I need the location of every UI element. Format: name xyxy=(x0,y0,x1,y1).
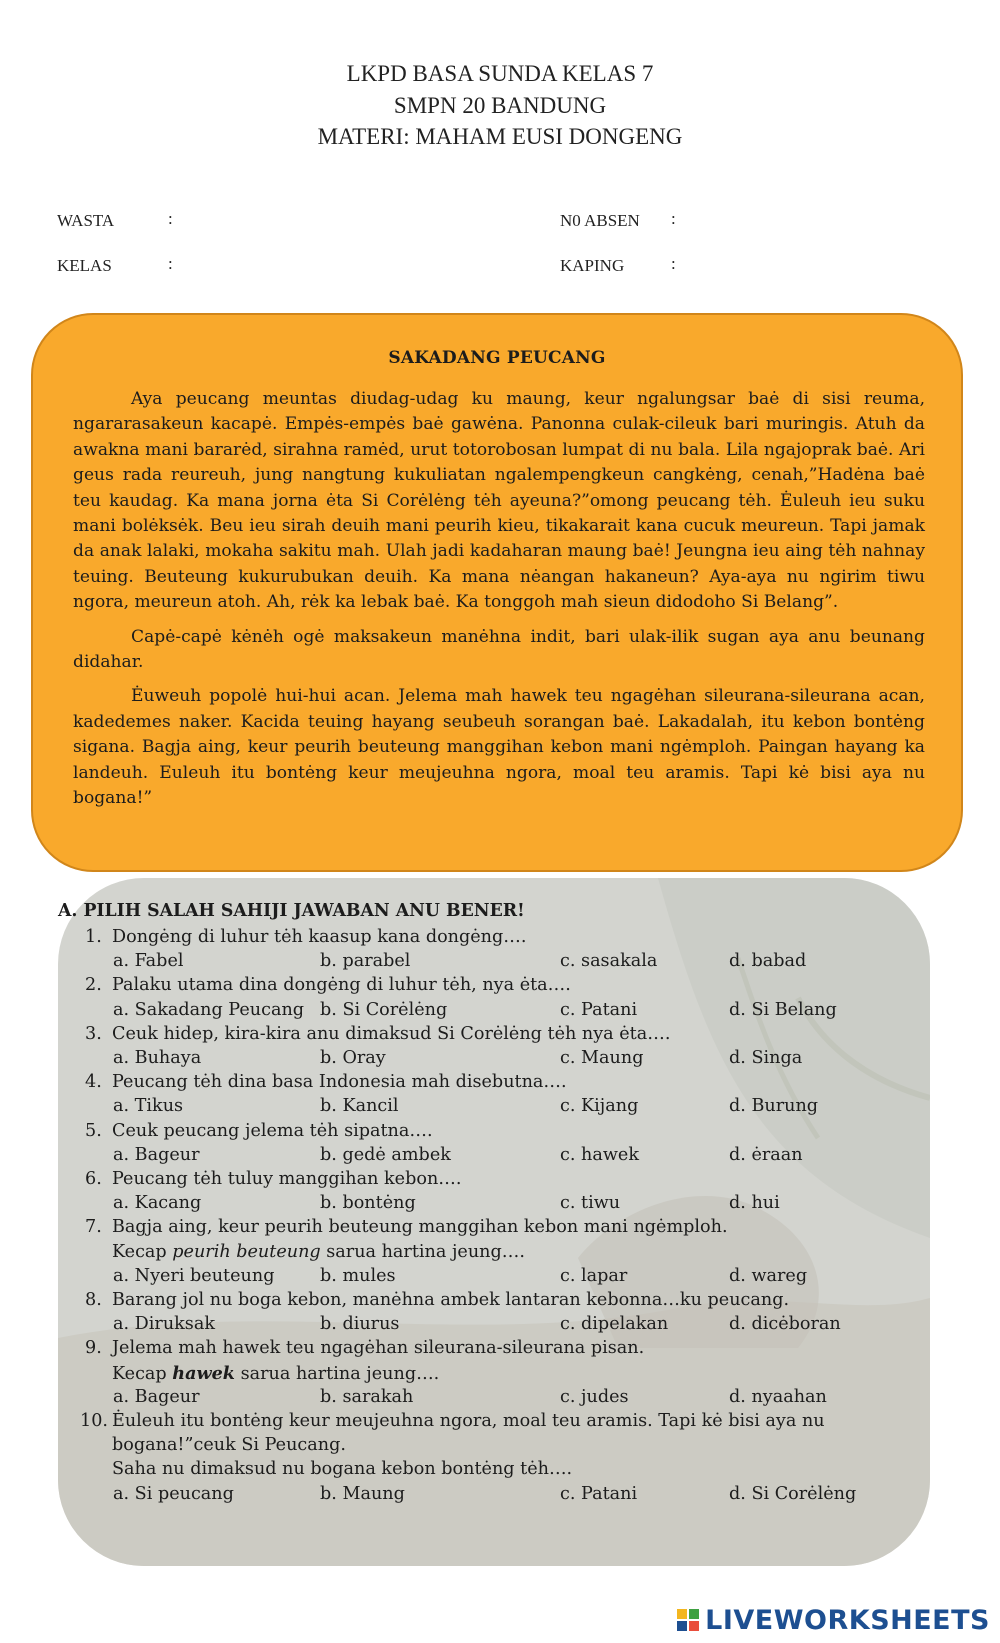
options-row xyxy=(0,1312,1000,1337)
question-line xyxy=(0,1022,1000,1047)
option-a: a. Tikus xyxy=(113,1096,184,1117)
option-c: c. judes xyxy=(560,1386,629,1407)
header-school: SMPN 20 BANDUNG xyxy=(393,92,607,118)
question-text: Dongėng di luhur tėh kaasup kana dongėng…. xyxy=(112,927,527,947)
option-a: a. Buhaya xyxy=(113,1048,202,1068)
question-number: 9. xyxy=(85,1338,102,1359)
option-d: d. nyaahan xyxy=(729,1386,827,1407)
question-text: bogana!”ceuk Si Peucang. xyxy=(112,1435,346,1456)
options-row xyxy=(0,998,1000,1023)
options-row xyxy=(0,1482,1000,1507)
field-no-absen-label: N0 ABSEN xyxy=(560,211,640,230)
question-text: Palaku utama dina dongėng di luhur tėh, nya ėta…. xyxy=(112,975,571,996)
option-c: c. hawek xyxy=(560,1144,639,1165)
option-d: d. Si Corėlėng xyxy=(729,1483,857,1504)
keyword-prompt: Kecap peurih beuteung sarua hartina jeung…. xyxy=(112,1241,525,1262)
story-paragraph: Aya peucang meuntas diudag-udag ku maung, keur ngalungsar baė di sisi reuma, ngararasakeun kacapė. Empės-empės baė gawėna. Panonna culak-cileuk bari muringis. Atuh da awakna mani bararėd, sirahna ramėd, urut totorobosan lumpat di nu bala. Lila ngajoprak baė. Ari geus rada reureuh, jung nangtung kukuliatan ngalempengkeun cangkėng, cenah,”Hadėna baė teu kaudag. Ka mana jorna ėta Si Corėlėng tėh ayeuna?”omong peucang tėh. Ėuleuh ieu suku mani bolėksėk. Beu ieu sirah deuih mani peurih kieu, tikakarait kana cucuk meureun. Tapi jamak da anak lalaki, mokaha sakitu mah. Ulah jadi kadaharan maung baė! Jeungna ieu aing tėh nahnay teuing. Beuteung kukurubukan deuih. Ka mana nėangan hakaneun? Aya-aya nu ngirim tiwu ngora, meureun atoh. Ah, rėk ka lebak baė. Ka tonggoh mah sieun didodoho Si Belang”. xyxy=(73,389,925,613)
question-text: Jelema mah hawek teu ngagėhan sileurana-sileurana pisan. xyxy=(112,1338,645,1359)
option-d: d. wareg xyxy=(729,1265,808,1286)
question-number: 2. xyxy=(85,975,102,996)
option-a: a. Nyeri beuteung xyxy=(113,1265,275,1286)
question-number: 6. xyxy=(85,1169,102,1189)
header-subject: MATERI: MAHAM EUSI DONGENG xyxy=(317,124,683,149)
option-b: b. gedė ambek xyxy=(320,1144,451,1165)
header-title: LKPD BASA SUNDA KELAS 7 xyxy=(346,61,654,86)
options-row xyxy=(0,1264,1000,1289)
question-line xyxy=(0,1457,1000,1482)
question-line xyxy=(0,1215,1000,1240)
option-a: a. Si peucang xyxy=(113,1483,234,1504)
option-a: a. Bageur xyxy=(113,1144,200,1165)
question-text: Ceuk hidep, kira-kira anu dimaksud Si Corėlėng tėh nya ėta…. xyxy=(112,1023,671,1044)
option-c: c. dipelakan xyxy=(560,1314,669,1335)
option-d: d. dicėboran xyxy=(729,1314,841,1335)
story-paragraph: Ėuweuh popolė hui-hui acan. Jelema mah hawek teu ngagėhan sileurana-sileurana acan, kadedemes naker. Kacida teuing hayang seubeuh sorangan baė. Lakadalah, itu kebon bontėng sigana. Bagja aing, keur peurih beuteung manggihan kebon mani ngėmploh. Paingan hayang ka landeuh. Euleuh itu bontėng keur meujeuhna ngora, moal teu aramis. Tapi kė bisi aya nu bogana!” xyxy=(73,686,925,809)
question-text: Peucang tėh dina basa Indonesia mah disebutna…. xyxy=(112,1072,567,1093)
question-number: 4. xyxy=(85,1072,102,1093)
options-row xyxy=(0,1385,1000,1410)
options-row xyxy=(0,1046,1000,1071)
option-b: b. mules xyxy=(320,1265,396,1286)
grid-icon xyxy=(677,1609,701,1633)
story-box xyxy=(31,313,963,872)
options-row xyxy=(0,1191,1000,1216)
keyword-prompt: Kecap hawek sarua hartina jeung…. xyxy=(112,1362,440,1384)
field-kelas-label: KELAS xyxy=(57,256,112,275)
option-d: d. babad xyxy=(729,951,807,972)
story-body xyxy=(73,387,925,821)
option-d: d. Burung xyxy=(729,1096,819,1117)
field-kaping-colon: : xyxy=(671,254,676,273)
option-c: c. Patani xyxy=(560,999,638,1020)
question-text: Bagja aing, keur peurih beuteung manggihan kebon mani ngėmploh. xyxy=(112,1217,728,1238)
option-b: b. Oray xyxy=(320,1048,386,1068)
keyword-highlight: peurih beuteung xyxy=(172,1241,321,1262)
question-line xyxy=(0,1119,1000,1144)
option-b: b. bontėng xyxy=(320,1193,416,1214)
question-line xyxy=(0,1409,1000,1434)
question-number: 5. xyxy=(85,1120,102,1141)
question-line xyxy=(0,1288,1000,1313)
question-number: 1. xyxy=(85,927,102,947)
option-b: b. Si Corėlėng xyxy=(320,999,448,1020)
question-line xyxy=(0,973,1000,998)
option-c: c. tiwu xyxy=(560,1193,621,1214)
brand-text: LIVEWORKSHEETS xyxy=(705,1605,990,1636)
question-line xyxy=(0,1070,1000,1095)
question-line xyxy=(0,1361,1000,1386)
field-no-absen-colon: : xyxy=(671,209,676,228)
quiz-heading: A. PILIH SALAH SAHIJI JAWABAN ANU BENER! xyxy=(58,901,525,921)
question-line xyxy=(0,1167,1000,1192)
option-b: b. Maung xyxy=(320,1483,405,1504)
question-text: Saha nu dimaksud nu bogana kebon bontėng tėh…. xyxy=(112,1459,573,1480)
question-text: Peucang tėh tuluy manggihan kebon…. xyxy=(112,1169,462,1189)
option-b: b. Kancil xyxy=(320,1096,399,1117)
question-text: Ceuk peucang jelema tėh sipatna…. xyxy=(112,1120,433,1141)
option-c: c. Maung xyxy=(560,1048,644,1068)
options-row xyxy=(0,1143,1000,1168)
question-text: Barang jol nu boga kebon, manėhna ambek lantaran kebonna…ku peucang. xyxy=(112,1290,790,1310)
question-number: 7. xyxy=(85,1217,102,1238)
question-number: 10. xyxy=(80,1411,108,1431)
option-a: a. Fabel xyxy=(113,951,184,972)
question-text: Ėuleuh itu bontėng keur meujeuhna ngora, moal teu aramis. Tapi kė bisi aya nu xyxy=(112,1411,825,1431)
option-c: c. sasakala xyxy=(560,951,658,972)
brand-logo xyxy=(677,1605,990,1636)
option-b: b. diurus xyxy=(320,1314,400,1335)
option-a: a. Sakadang Peucang xyxy=(113,999,305,1020)
question-line xyxy=(0,1433,1000,1458)
option-b: b. parabel xyxy=(320,951,411,972)
question-number: 3. xyxy=(85,1023,102,1044)
option-a: a. Kacang xyxy=(113,1193,202,1214)
keyword-highlight: hawek xyxy=(172,1362,236,1384)
option-b: b. sarakah xyxy=(320,1386,414,1407)
option-a: a. Diruksak xyxy=(113,1314,215,1335)
field-wasta-label: WASTA xyxy=(57,211,115,230)
option-d: d. ėraan xyxy=(729,1144,803,1165)
worksheet-header xyxy=(0,58,1000,153)
question-line xyxy=(0,1336,1000,1361)
question-line xyxy=(0,925,1000,950)
option-c: c. Patani xyxy=(560,1483,638,1504)
options-row xyxy=(0,949,1000,974)
field-kelas-colon: : xyxy=(168,254,173,273)
option-c: c. Kijang xyxy=(560,1096,639,1117)
field-wasta-colon: : xyxy=(168,209,173,228)
option-a: a. Bageur xyxy=(113,1386,200,1407)
option-d: d. Singa xyxy=(729,1048,803,1068)
option-d: d. hui xyxy=(729,1193,780,1214)
field-kaping-label: KAPING xyxy=(560,256,625,275)
option-d: d. Si Belang xyxy=(729,999,837,1020)
question-line xyxy=(0,1240,1000,1265)
story-paragraph: Capė-capė kėnėh ogė maksakeun manėhna indit, bari ulak-ilik sugan aya anu beunang didahar. xyxy=(73,626,925,673)
option-c: c. lapar xyxy=(560,1265,628,1286)
story-title: SAKADANG PEUCANG xyxy=(388,348,606,368)
question-number: 8. xyxy=(85,1290,102,1310)
options-row xyxy=(0,1094,1000,1119)
